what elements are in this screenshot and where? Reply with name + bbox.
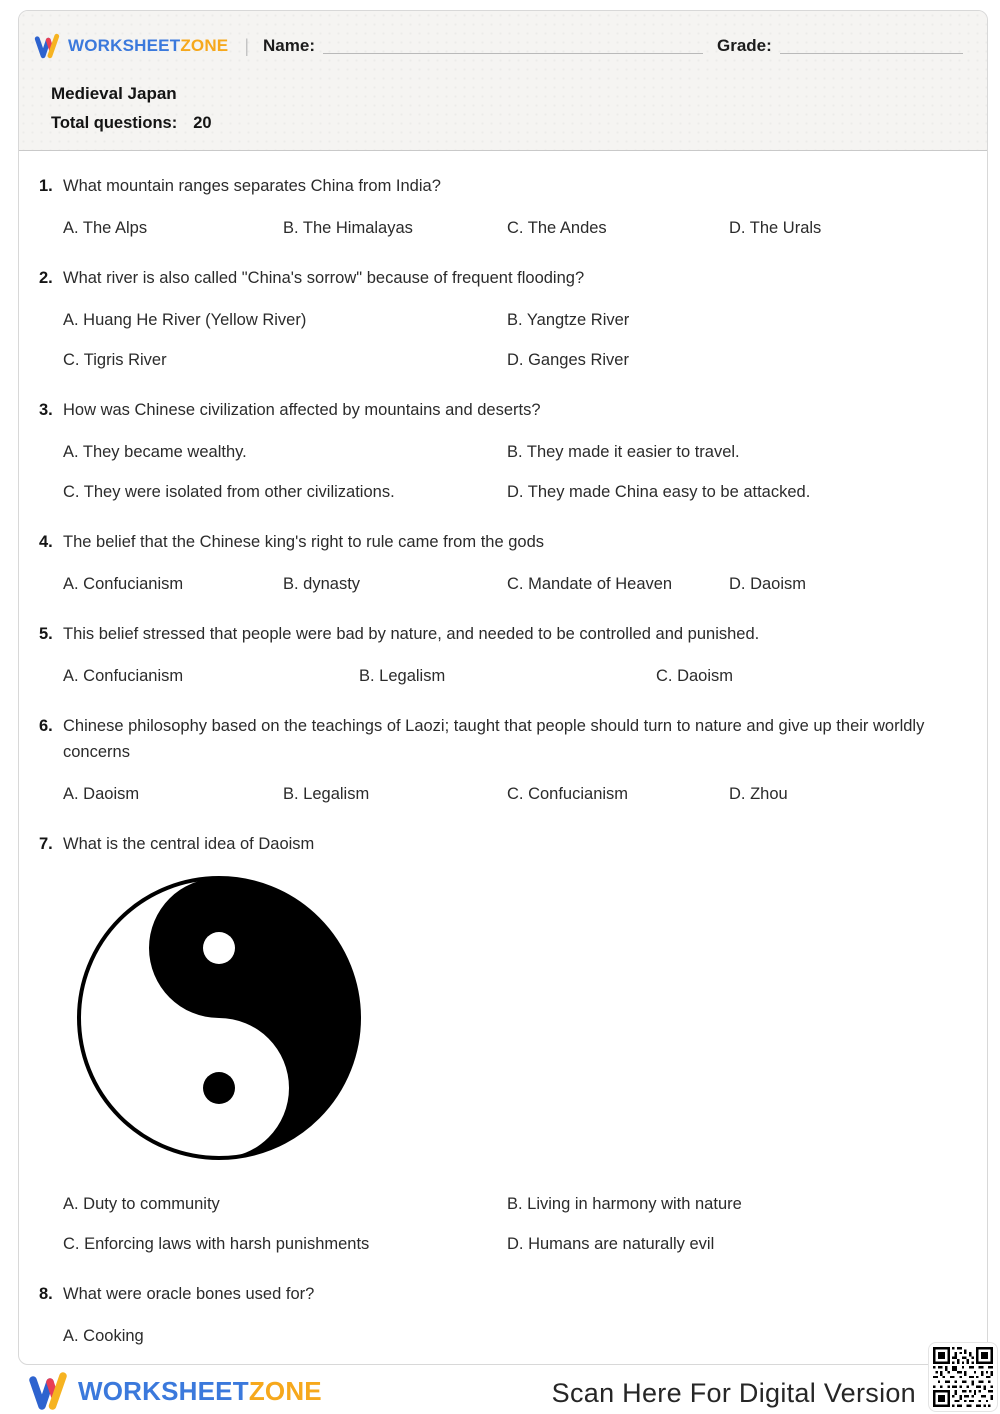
option-b: B. The Himalayas: [283, 219, 413, 237]
option-b: B. Legalism: [359, 667, 446, 685]
yin-yang-image: [69, 873, 369, 1173]
option-c: C. The Andes: [507, 219, 607, 237]
qr-code: [928, 1342, 998, 1412]
question-1: [39, 173, 967, 241]
option-a: A. The Alps: [63, 219, 148, 237]
header-row: [34, 11, 963, 59]
option-c: C. Confucianism: [507, 785, 629, 803]
question-text: What were oracle bones used for?: [63, 1285, 315, 1303]
question-2: [39, 265, 967, 373]
question-number: 1.: [39, 177, 53, 195]
options-row: [63, 1191, 967, 1257]
name-blank-line: [323, 38, 703, 54]
worksheet-header: [19, 11, 987, 151]
grade-blank-line: [780, 38, 963, 54]
questions-list: [19, 151, 987, 1349]
brand-worksheet: WORKSHEET: [78, 1375, 249, 1406]
options-row: [63, 439, 967, 505]
option-c: C. Enforcing laws with harsh punishments: [63, 1235, 370, 1253]
question-3: [39, 397, 967, 505]
question-number: 8.: [39, 1285, 53, 1303]
option-d: D. Daoism: [729, 575, 807, 593]
worksheetzone-w-icon: [34, 33, 60, 59]
option-a: A. Confucianism: [63, 667, 184, 685]
qr-code-icon: [933, 1347, 993, 1407]
scan-here-text: Scan Here For Digital Version: [551, 1378, 916, 1408]
worksheet-title: Medieval Japan: [51, 84, 177, 103]
total-questions-value: 20: [193, 114, 212, 132]
option-a: A. Daoism: [63, 785, 140, 803]
worksheetzone-w-icon: [28, 1371, 68, 1411]
option-d: D. The Urals: [729, 219, 822, 237]
options-row: [63, 1323, 967, 1349]
question-number: 4.: [39, 533, 53, 551]
option-c: C. Mandate of Heaven: [507, 575, 673, 593]
question-number: 6.: [39, 717, 53, 735]
option-c: C. Daoism: [656, 667, 734, 685]
option-c: C. They were isolated from other civilizations.: [63, 483, 395, 501]
option-b: B. dynasty: [283, 575, 361, 593]
question-6: [39, 713, 967, 807]
footer-brand-logo: [28, 1371, 322, 1411]
brand-zone: ZONE: [248, 1375, 322, 1406]
brand-worksheet: WORKSHEET: [68, 36, 181, 55]
question-text: Chinese philosophy based on the teachings of Laozi; taught that people should turn to nature and give up their worldly concerns: [63, 717, 925, 761]
question-number: 5.: [39, 625, 53, 643]
options-row: [63, 663, 967, 689]
brand-zone: ZONE: [180, 36, 229, 55]
option-d: D. Zhou: [729, 785, 788, 803]
brand-name: [68, 36, 228, 56]
option-d: D. Humans are naturally evil: [507, 1235, 715, 1253]
header-divider: |: [244, 35, 250, 56]
brand-logo: [34, 33, 228, 59]
worksheet-card: [18, 10, 988, 1365]
question-text: The belief that the Chinese king's right to rule came from the gods: [63, 533, 544, 551]
option-b: B. They made it easier to travel.: [507, 443, 740, 461]
question-7: [39, 831, 967, 1257]
question-number: 3.: [39, 401, 53, 419]
question-text: What river is also called "China's sorrow" because of frequent flooding?: [63, 269, 585, 287]
footer-brand-name: [78, 1376, 322, 1407]
option-d: D. They made China easy to be attacked.: [507, 483, 811, 501]
option-b: B. Living in harmony with nature: [507, 1195, 742, 1213]
question-4: [39, 529, 967, 597]
option-a: A. Huang He River (Yellow River): [63, 311, 307, 329]
options-row: [63, 215, 967, 241]
question-text: How was Chinese civilization affected by mountains and deserts?: [63, 401, 541, 419]
options-row: [63, 307, 967, 373]
option-c: C. Tigris River: [63, 351, 167, 369]
grade-label: Grade:: [717, 36, 772, 55]
total-questions: [51, 114, 963, 133]
option-b: B. Legalism: [283, 785, 370, 803]
question-8: [39, 1281, 967, 1349]
question-number: 7.: [39, 835, 53, 853]
question-text: What mountain ranges separates China from India?: [63, 177, 441, 195]
option-d: D. Ganges River: [507, 351, 629, 369]
name-label: Name:: [263, 36, 315, 55]
options-row: [63, 781, 967, 807]
yin-yang-icon: [69, 873, 369, 1173]
total-questions-label: Total questions:: [51, 114, 178, 132]
question-text: What is the central idea of Daoism: [63, 835, 315, 853]
option-b: B. Yangtze River: [507, 311, 630, 329]
question-number: 2.: [39, 269, 53, 287]
question-5: [39, 621, 967, 689]
question-text: This belief stressed that people were bad by nature, and needed to be controlled and punished.: [63, 625, 760, 643]
options-row: [63, 571, 967, 597]
option-a: A. Cooking: [63, 1327, 144, 1345]
option-a: A. They became wealthy.: [63, 443, 247, 461]
option-a: A. Duty to community: [63, 1195, 220, 1213]
option-a: A. Confucianism: [63, 575, 184, 593]
